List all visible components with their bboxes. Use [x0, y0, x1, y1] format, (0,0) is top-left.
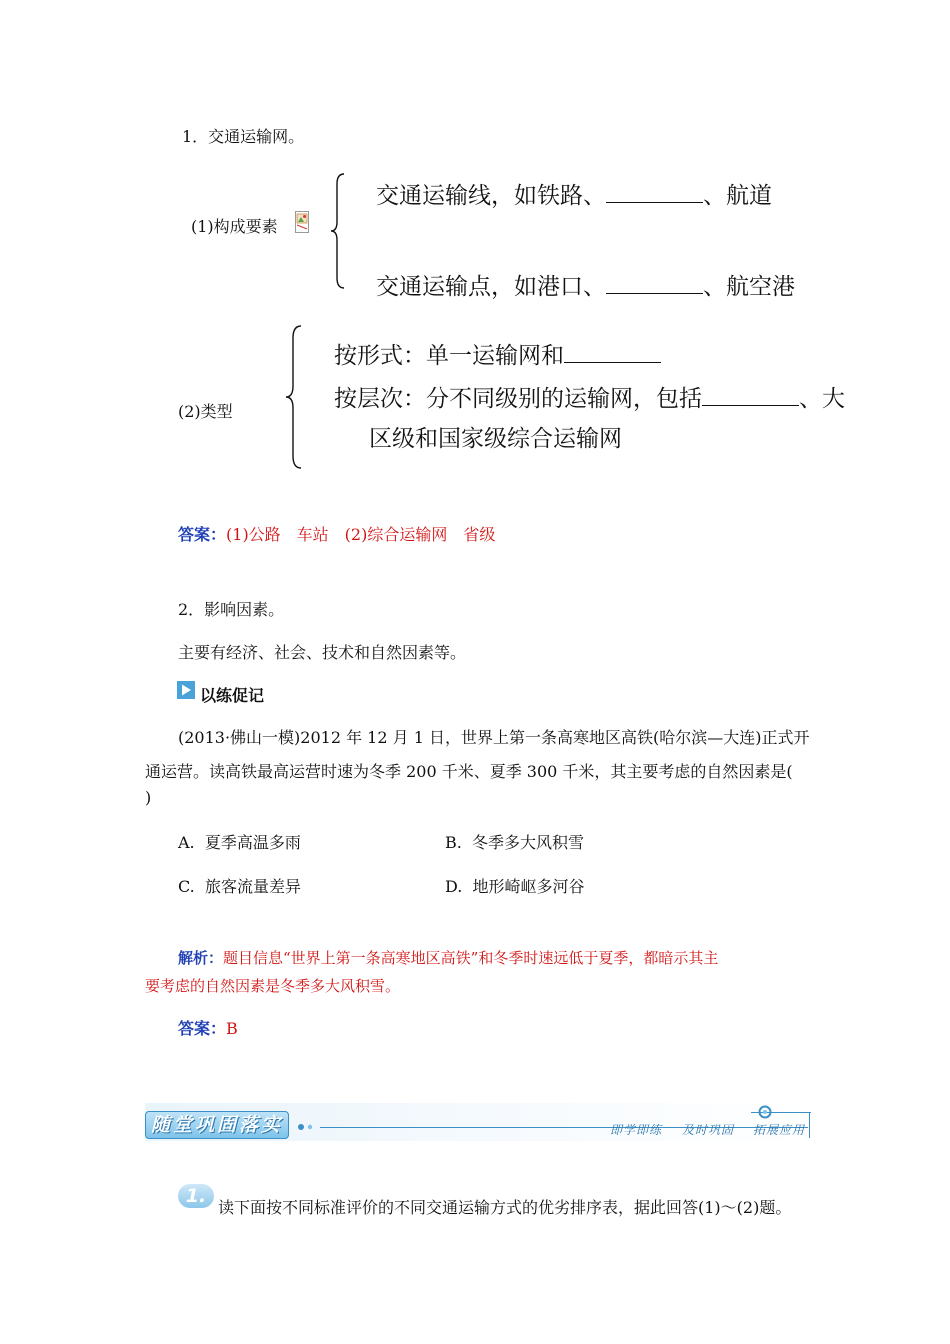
banner-title: 随堂巩固落实	[145, 1111, 289, 1139]
option-a[interactable]	[178, 830, 301, 853]
item1-line1-post: 、航道	[703, 183, 772, 209]
question-number-badge: 1.	[178, 1184, 214, 1208]
option-text: 地形崎岖多河谷	[472, 877, 585, 896]
section2-body: 主要有经济、社会、技术和自然因素等。	[178, 643, 467, 662]
practice-answer-value: B	[226, 1019, 238, 1038]
practice-answer	[178, 1016, 238, 1039]
item2-line2	[334, 380, 845, 413]
item1-label: (1)构成要素	[191, 217, 278, 236]
item2-line3: 区级和国家级综合运输网	[369, 426, 622, 452]
section1-heading: 1．交通运输网。	[182, 127, 305, 146]
analysis-text-1: 题目信息“世界上第一条高寒地区高铁”和冬季时速远低于夏季，都暗示其主	[223, 949, 719, 967]
banner-right-rule	[809, 1112, 810, 1138]
option-text: 夏季高温多雨	[204, 833, 301, 852]
question-line1: (2013·佛山一模)2012 年 12 月 1 日，世界上第一条高寒地区高铁(哈尔滨—大连)正式开	[178, 728, 810, 747]
question-line2: 通运营。读高铁最高运营时速为冬季 200 千米、夏季 300 千米，其主要考虑的自然因素是(	[145, 762, 793, 781]
option-d[interactable]	[445, 874, 585, 897]
item2-line1	[334, 337, 661, 370]
option-key: C.	[178, 877, 195, 896]
option-key: D.	[445, 877, 463, 896]
item2-label: (2)类型	[178, 402, 233, 421]
analysis-line2: 要考虑的自然因素是冬季多大风积雪。	[145, 977, 401, 995]
option-text: 冬季多大风积雪	[472, 833, 585, 852]
question1-text: 读下面按不同标准评价的不同交通运输方式的优劣排序表，据此回答(1)～(2)题。	[218, 1198, 792, 1217]
banner-sub-2: 及时巩固	[682, 1123, 735, 1137]
item2-line1-text: 按形式：单一运输网和	[334, 343, 564, 369]
item2-line2-post: 、大	[799, 386, 845, 412]
banner-dots-icon	[297, 1123, 317, 1131]
banner-sub-1: 即学即练	[610, 1123, 663, 1137]
section-banner	[145, 1103, 813, 1141]
item1-line2-text: 交通运输点，如港口、	[376, 274, 606, 300]
blank-3	[564, 342, 661, 363]
option-key: B.	[445, 833, 462, 852]
practice-answer-label: 答案：	[178, 1019, 227, 1038]
brace-left-2	[283, 324, 305, 470]
option-c[interactable]	[178, 874, 301, 897]
item1-line1-text: 交通运输线，如铁路、	[376, 183, 606, 209]
item1-line1	[376, 177, 772, 210]
broken-image-icon	[295, 211, 309, 233]
answer1-label: 答案：	[178, 525, 227, 544]
option-text: 旅客流量差异	[204, 877, 301, 896]
analysis-line1	[178, 947, 718, 968]
banner-sub-3: 拓展应用	[753, 1123, 806, 1137]
item1-line2-post: 、航空港	[703, 274, 795, 300]
question-line3: )	[145, 788, 152, 807]
practice-title: 以练促记	[200, 686, 265, 705]
banner-divider	[320, 1127, 808, 1128]
item2-line2-text: 按层次：分不同级别的运输网，包括	[334, 386, 702, 412]
answer1	[178, 522, 495, 545]
option-b[interactable]	[445, 830, 584, 853]
answer1-text: (1)公路 车站 (2)综合运输网 省级	[226, 525, 496, 544]
brace-left-1	[328, 172, 348, 290]
play-triangle-icon	[177, 681, 195, 699]
item1-line2	[376, 268, 795, 301]
analysis-label: 解析：	[178, 949, 224, 967]
option-key: A.	[178, 833, 195, 852]
blank-2	[606, 273, 703, 294]
blank-1	[606, 182, 703, 203]
blank-4	[702, 385, 799, 406]
swirl-icon	[757, 1105, 773, 1119]
section2-heading: 2．影响因素。	[178, 600, 285, 619]
